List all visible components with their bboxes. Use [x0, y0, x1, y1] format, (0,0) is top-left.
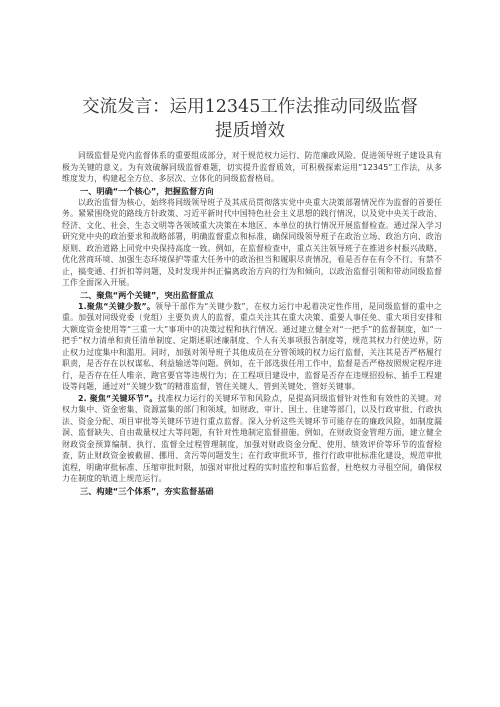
section2-paragraph2 — [62, 393, 442, 485]
document-title-line2: 提质增效 — [215, 121, 285, 141]
section2-p1-lead: 1.聚焦“关键少数”。 — [78, 301, 156, 311]
document-title-line1: 交流发言：运用12345工作法推动同级监督 — [82, 97, 418, 117]
section2-p2-lead: 2. 聚焦“关键环节”。 — [78, 393, 158, 403]
section2-p2-body: 找准权力运行的关键环节和风险点，是提高同级监督针对性和有效性的关键。对权力集中、资金密集、资源富集的部门和领域，如财政、审计、国土、住建等部门，以及行政审批、行政执法、资金分配、项目审批等关键环节进行重点监督。深入分析这些关键环节可能存在的廉政风险，如制度漏洞、监督缺失、自由裁量权过大等问题，有针对性地制定监督措施。例如，在财政资金管理方面，建立健全财政资金预算编制、执行、监督全过程管理制度，加强对财政资金分配、使用、绩效评价等环节的监督检查，防止财政资金被截留、挪用、贪污等问题发生；在行政审批环节，推行行政审批标准化建设，规范审批流程，明确审批标准、压缩审批时限，加强对审批过程的实时监控和事后监督，杜绝权力寻租空间，确保权力在制度的轨道上规范运行。 — [62, 393, 442, 483]
intro-paragraph: 同级监督是党内监督体系的重要组成部分，对于规范权力运行、防范廉政风险、促进领导班子建设具有极为关键的意义。为有效破解同级监督难题，切实提升监督质效，可积极探索运用“12345”工作法，从多维度发力，构建起全方位、多层次、立体化的同级监督格局。 — [62, 151, 442, 183]
section3-heading: 三、构建“三个体系”，夯实监督基础 — [80, 485, 214, 496]
section2-paragraph1 — [62, 301, 442, 393]
section2-heading: 二、聚焦“两个关键”，突出监督重点 — [80, 289, 214, 300]
section2-p1-body: 领导干部作为“关键少数”，在权力运行中起着决定性作用，是同级监督的重中之重。加强对同级党委（党组）主要负责人的监督，重点关注其在重大决策、重要人事任免、重大项目安排和大额度资金使用等“三重一大”事项中的决策过程和执行情况。通过建立健全对“一把手”的监督制度，如“一把手”权力清单和责任清单制度、定期述职述廉制度、个人有关事项报告制度等，规范其权力行使边界，防止权力过度集中和滥用。同时，加强对领导班子其他成员在分管领域的权力运行监督，关注其是否严格履行职责，是否存在以权谋私、利益输送等问题。例如，在干部选拔任用工作中，监督是否严格按照规定程序进行，是否存在任人唯亲、跑官要官等违规行为；在工程项目建设中，监督是否存在违规招投标、插手工程建设等问题，通过对“关键少数”的精准监督，管住关键人、管到关键处、管好关键事。 — [62, 301, 443, 391]
section1-paragraph: 以政治监督为核心，始终将同级领导班子及其成员贯彻落实党中央重大决策部署情况作为监督的首要任务。紧紧围绕党的路线方针政策、习近平新时代中国特色社会主义思想的践行情况，以及党中央关于政治、经济、文化、社会、生态文明等各领域重大决策在本地区、本单位的执行情况开展监督检查。通过深入学习研究党中央的政治要求和战略部署，明确监督重点和标准，确保同级领导班子在政治立场、政治方向、政治原则、政治道路上同党中央保持高度一致。例如，在监督检查中，重点关注领导班子在推进乡村振兴战略、优化营商环境、加强生态环境保护等重大任务中的政治担当和履职尽责情况，看是否存在有令不行、有禁不止，搞变通、打折扣等问题，及时发现并纠正偏离政治方向的行为和倾向，以政治监督引领和带动同级监督工作全面深入开展。 — [62, 197, 442, 287]
document-body — [62, 150, 442, 497]
section1-heading: 一、明确“一个核心”，把握监督方向 — [80, 185, 214, 196]
